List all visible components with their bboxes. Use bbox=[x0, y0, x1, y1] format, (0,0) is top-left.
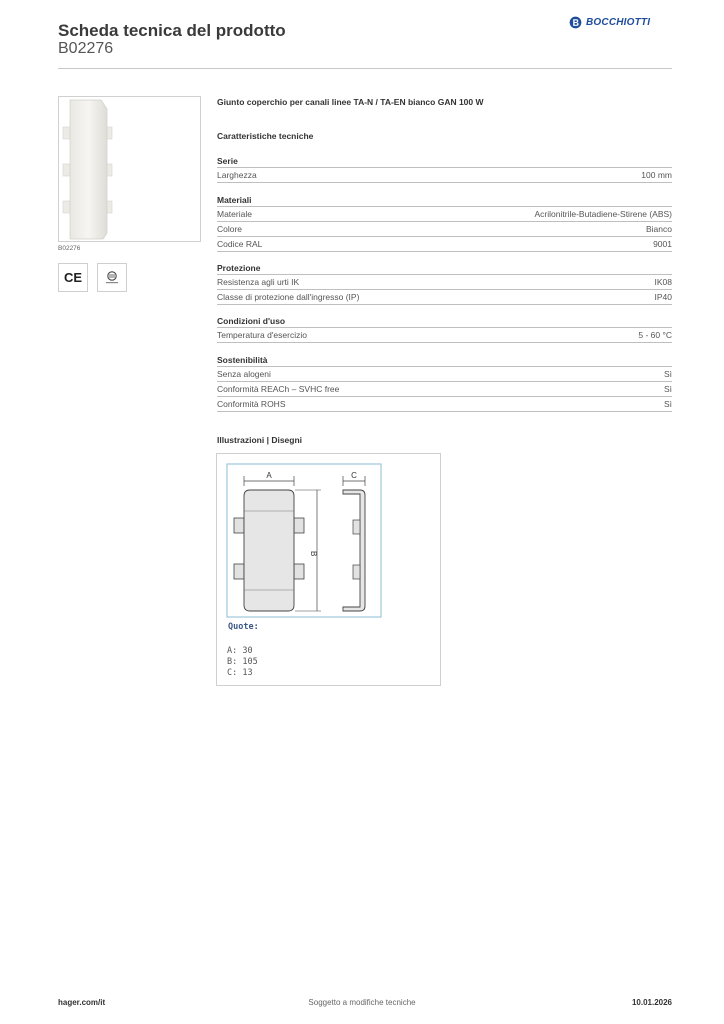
footer-website: hager.com/it bbox=[58, 998, 106, 1007]
spec-value: Sì bbox=[663, 399, 672, 409]
spec-value: 9001 bbox=[653, 239, 672, 249]
spec-group-title: Protezione bbox=[217, 263, 261, 273]
spec-label: Materiale bbox=[217, 209, 252, 219]
page-title: Scheda tecnica del prodotto bbox=[58, 21, 286, 40]
spec-label: Senza alogeni bbox=[217, 369, 271, 379]
brand-name: BOCCHIOTTI bbox=[586, 17, 651, 28]
spec-value: 100 mm bbox=[641, 170, 672, 180]
quote-line: C: 13 bbox=[227, 668, 253, 678]
spec-label: Resistenza agli urti IK bbox=[217, 277, 300, 287]
spec-value: Bianco bbox=[646, 224, 672, 234]
technical-drawing bbox=[216, 453, 441, 686]
spec-group-title: Sostenibilità bbox=[217, 355, 268, 365]
spec-label: Conformità ROHS bbox=[217, 399, 286, 409]
brand-mark-icon bbox=[569, 16, 582, 29]
spec-label: Codice RAL bbox=[217, 239, 263, 249]
product-image bbox=[58, 96, 201, 242]
spec-group-sostenibilita bbox=[217, 355, 672, 412]
spec-group-condizioni bbox=[217, 316, 672, 343]
spec-group-protezione bbox=[217, 263, 672, 305]
spec-label: Colore bbox=[217, 224, 243, 234]
image-caption: B02276 bbox=[58, 245, 81, 252]
dim-label-c: C bbox=[351, 471, 357, 480]
spec-group-serie bbox=[217, 156, 672, 183]
spec-label: Temperatura d'esercizio bbox=[217, 330, 307, 340]
spec-row bbox=[217, 289, 672, 305]
spec-group-title: Materiali bbox=[217, 195, 252, 205]
spec-row bbox=[217, 381, 672, 396]
spec-label: Classe di protezione dall'ingresso (IP) bbox=[217, 292, 360, 302]
spec-row bbox=[217, 366, 672, 381]
spec-group-title: Condizioni d'uso bbox=[217, 316, 286, 326]
spec-value: IP40 bbox=[654, 292, 672, 302]
spec-group-materiali bbox=[217, 195, 672, 252]
quote-heading: Quote: bbox=[228, 622, 259, 632]
spec-label: Larghezza bbox=[217, 170, 257, 180]
spec-row bbox=[217, 236, 672, 252]
product-title: Giunto coperchio per canali linee TA-N / TA-EN bianco GAN 100 W bbox=[217, 97, 484, 107]
footer-note: Soggetto a modifiche tecniche bbox=[308, 998, 416, 1007]
certification-icon bbox=[97, 263, 127, 292]
spec-value: Sì bbox=[663, 384, 672, 394]
spec-label: Conformità REACh – SVHC free bbox=[217, 384, 340, 394]
spec-row bbox=[217, 327, 672, 343]
spec-row bbox=[217, 396, 672, 412]
spec-value: Sì bbox=[663, 369, 672, 379]
quote-line: B: 105 bbox=[227, 657, 258, 667]
spec-row bbox=[217, 274, 672, 289]
spec-group-title: Serie bbox=[217, 156, 238, 166]
footer-date: 10.01.2026 bbox=[631, 998, 672, 1007]
specs-heading: Caratteristiche tecniche bbox=[217, 131, 314, 141]
spec-row bbox=[217, 167, 672, 183]
spec-value: 5 - 60 °C bbox=[638, 330, 672, 340]
product-photo-illustration bbox=[59, 97, 200, 241]
dim-label-a: A bbox=[266, 471, 272, 480]
ce-mark-icon: CE bbox=[58, 263, 88, 292]
product-code: B02276 bbox=[58, 40, 114, 57]
brand-logo bbox=[569, 16, 650, 29]
illustrations-heading: Illustrazioni | Disegni bbox=[217, 435, 303, 445]
spec-row bbox=[217, 221, 672, 236]
spec-row bbox=[217, 206, 672, 221]
dim-label-b: B bbox=[309, 551, 318, 557]
spec-value: Acrilonitrile-Butadiene-Stirene (ABS) bbox=[534, 209, 672, 219]
quote-line: A: 30 bbox=[227, 646, 253, 656]
spec-value: IK08 bbox=[654, 277, 672, 287]
header-divider bbox=[58, 68, 672, 69]
